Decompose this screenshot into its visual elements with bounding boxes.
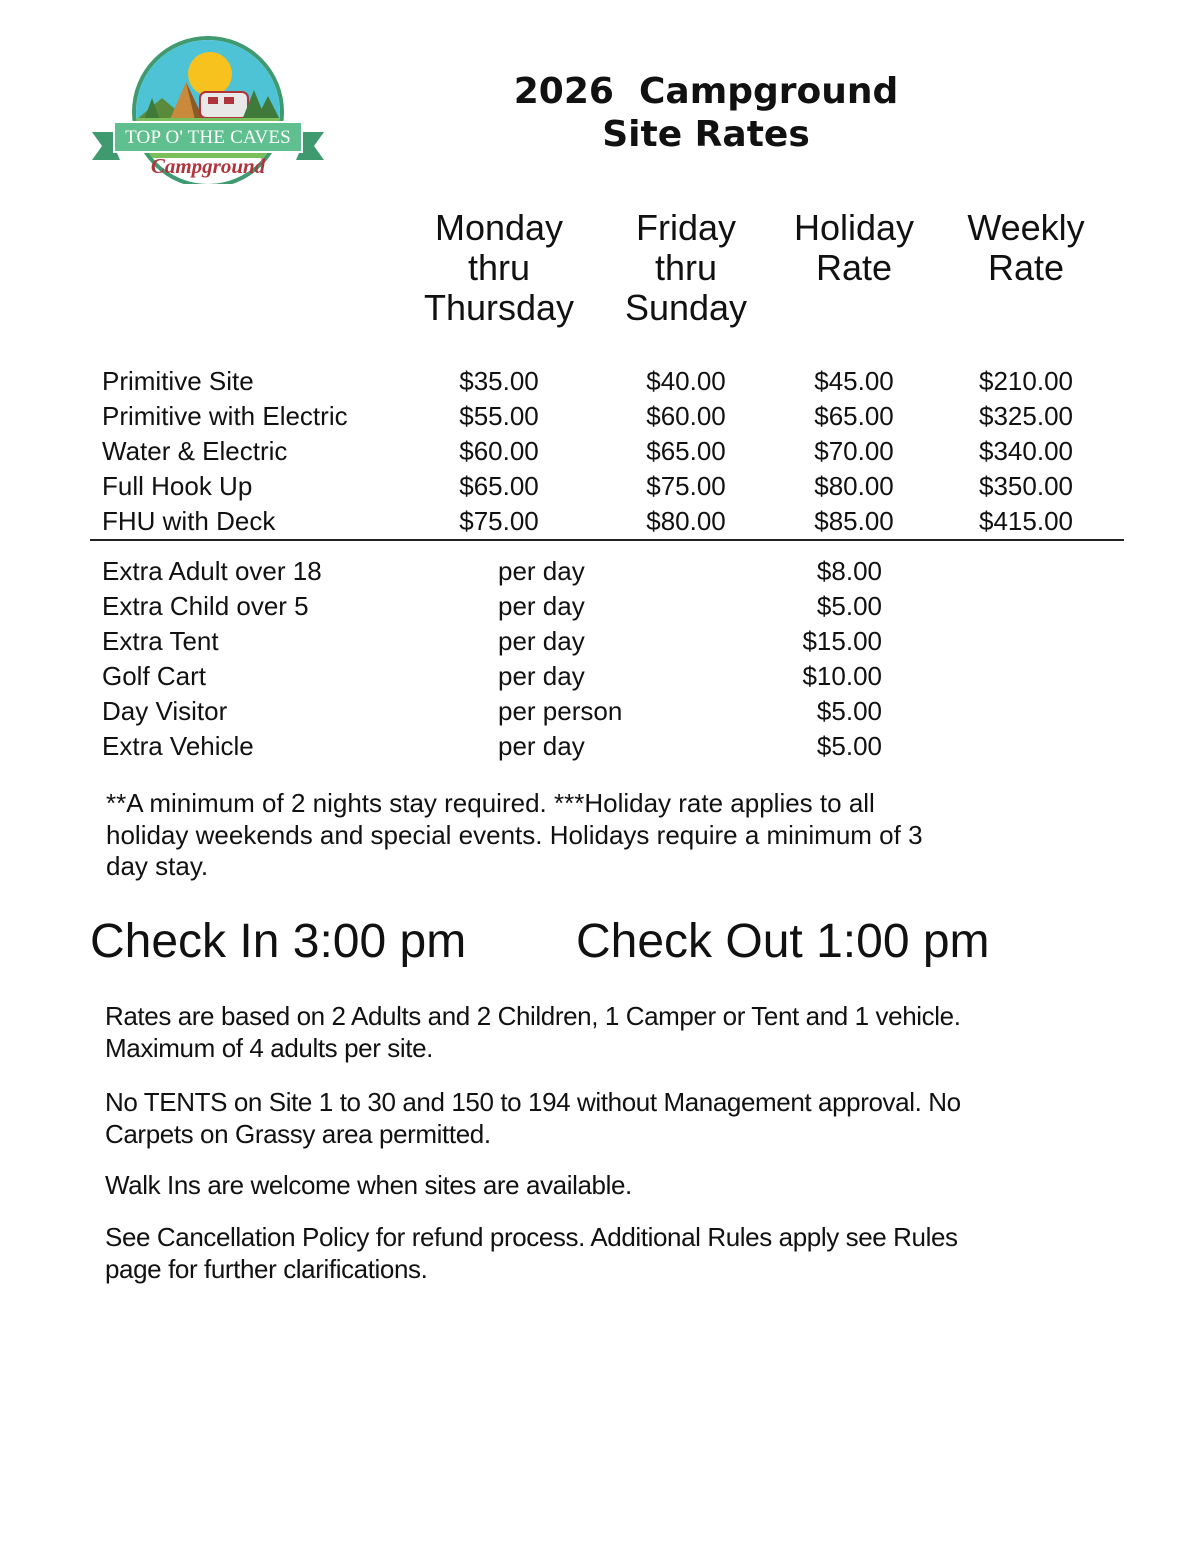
extra-price: $5.00 bbox=[816, 591, 882, 621]
rate-cell: $75.00 bbox=[459, 506, 539, 536]
site-label: Full Hook Up bbox=[102, 471, 253, 501]
rate-cell: $60.00 bbox=[459, 436, 539, 466]
column-header-holiday: Holiday Rate bbox=[793, 207, 915, 288]
camper-icon bbox=[200, 92, 248, 118]
column-header-weekend: Friday thru Sunday bbox=[624, 207, 748, 328]
rate-cell: $85.00 bbox=[814, 506, 894, 536]
extra-unit: per day bbox=[498, 626, 585, 656]
extra-price: $10.00 bbox=[802, 661, 882, 691]
sun-icon bbox=[188, 52, 232, 96]
rate-cell: $415.00 bbox=[979, 506, 1073, 536]
extra-item: Extra Vehicle bbox=[102, 731, 254, 761]
rate-cell: $75.00 bbox=[646, 471, 726, 501]
extra-item: Golf Cart bbox=[102, 661, 207, 691]
campground-logo bbox=[92, 34, 324, 184]
rate-cell: $40.00 bbox=[646, 366, 726, 396]
extra-unit: per person bbox=[498, 696, 623, 726]
column-header-weekday: Monday thru Thursday bbox=[423, 207, 575, 328]
page-title: 2026 Campground bbox=[513, 71, 899, 112]
page-subtitle: Site Rates bbox=[602, 114, 810, 155]
extra-unit: per day bbox=[498, 661, 585, 691]
extra-item: Extra Adult over 18 bbox=[102, 556, 322, 586]
rate-cell: $65.00 bbox=[814, 401, 894, 431]
extra-item: Day Visitor bbox=[102, 696, 228, 726]
check-in-time: Check In 3:00 pm bbox=[90, 915, 467, 968]
extra-unit: per day bbox=[498, 731, 585, 761]
site-label: Primitive with Electric bbox=[102, 401, 348, 431]
policy-paragraph-tents: No TENTS on Site 1 to 30 and 150 to 194 without Management approval. No Carpets on Grassy area permitted. bbox=[105, 1087, 961, 1149]
site-label: Primitive Site bbox=[102, 366, 254, 396]
policy-paragraph-walk-ins: Walk Ins are welcome when sites are available. bbox=[105, 1170, 632, 1200]
check-out-time: Check Out 1:00 pm bbox=[576, 915, 990, 968]
table-divider bbox=[90, 539, 1124, 541]
extra-item: Extra Tent bbox=[102, 626, 219, 656]
rate-cell: $340.00 bbox=[979, 436, 1073, 466]
rate-cell: $65.00 bbox=[459, 471, 539, 501]
policy-paragraph-cancellation: See Cancellation Policy for refund process. Additional Rules apply see Rules page for further clarifications. bbox=[105, 1222, 958, 1284]
extra-item: Extra Child over 5 bbox=[102, 591, 309, 621]
rate-cell: $210.00 bbox=[979, 366, 1073, 396]
stay-requirements-note: **A minimum of 2 nights stay required. ***Holiday rate applies to all holiday weekends and special events. Holidays require a minimum of 3 day stay. bbox=[106, 788, 923, 881]
logo-script: Campground bbox=[150, 154, 266, 178]
policy-paragraph-occupancy: Rates are based on 2 Adults and 2 Children, 1 Camper or Tent and 1 vehicle. Maximum of 4 adults per site. bbox=[105, 1001, 961, 1063]
rate-cell: $80.00 bbox=[814, 471, 894, 501]
site-label: Water & Electric bbox=[102, 436, 288, 466]
rate-cell: $35.00 bbox=[459, 366, 539, 396]
rate-cell: $80.00 bbox=[646, 506, 726, 536]
extra-unit: per day bbox=[498, 591, 585, 621]
extra-price: $5.00 bbox=[816, 731, 882, 761]
rate-cell: $325.00 bbox=[979, 401, 1073, 431]
extra-price: $15.00 bbox=[802, 626, 882, 656]
column-header-weekly: Weekly Rate bbox=[967, 207, 1085, 288]
rate-cell: $70.00 bbox=[814, 436, 894, 466]
extra-unit: per day bbox=[498, 556, 585, 586]
extra-price: $5.00 bbox=[816, 696, 882, 726]
extra-price: $8.00 bbox=[816, 556, 882, 586]
rate-cell: $350.00 bbox=[979, 471, 1073, 501]
rate-cell: $60.00 bbox=[646, 401, 726, 431]
site-label: FHU with Deck bbox=[102, 506, 276, 536]
logo-name: TOP O' THE CAVES bbox=[125, 127, 291, 148]
rate-cell: $55.00 bbox=[459, 401, 539, 431]
rate-cell: $45.00 bbox=[814, 366, 894, 396]
rate-cell: $65.00 bbox=[646, 436, 726, 466]
